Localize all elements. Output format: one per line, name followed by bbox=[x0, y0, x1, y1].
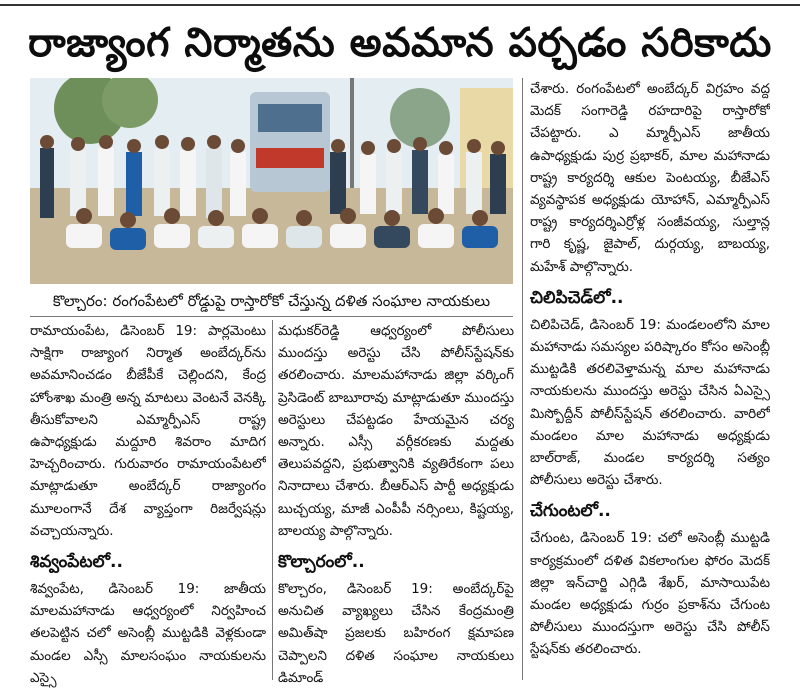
col2-subhead: కొల్చారంలో.. bbox=[278, 552, 365, 573]
photo-truck-bumper bbox=[256, 148, 324, 168]
photo-caption: కొల్చారం: రంగంపేటలో రోడ్డుపై రాస్తారోకో చేస్తున్న దళిత సంఘాల నాయకులు bbox=[52, 292, 491, 310]
column-divider-2 bbox=[522, 78, 523, 680]
photo-truck-windshield bbox=[258, 104, 322, 132]
col3-subhead-2: చేగుంటలో.. bbox=[530, 501, 611, 522]
col1-subhead: శివ్వంపేటలో.. bbox=[30, 552, 123, 573]
col3-subhead-1: చిలిపిచెడ్‌లో.. bbox=[530, 287, 624, 308]
col1-intro-paragraph: రామాయంపేట, డిసెంబర్ 19: పార్లమెంటు సాక్షిగా రాజ్యాంగ నిర్మాత అంబేద్కర్‌ను అవమానించడం బీజేపీకే చెల్లిందని, కేంద్ర హోంశాఖ మంత్రి అన్న మాటలు వెంటనే వెనక్కి తీసుకోవాలని ఎమ్మార్పీఎస్ రాష్ట్ర ఉపాధ్యక్షుడు మద్దూరి శివరాం మాదిగ హెచ్చరించారు. గురువారం రామాయంపేటలో మాట్లాడుతూ అంబేద్కర్ రాజ్యాంగం మూలంగానే దేశ వ్యాప్తంగా రిజర్వేషన్లు వచ్చాయన్నారు. bbox=[30, 323, 266, 539]
top-rule bbox=[0, 4, 800, 6]
article-column-1 bbox=[30, 320, 266, 691]
column-divider-1 bbox=[272, 320, 273, 680]
article-column-3 bbox=[530, 78, 770, 691]
article-column-2 bbox=[278, 320, 514, 691]
col1-body-paragraph: శివ్వంపేట, డిసెంబర్ 19: జాతీయ మాలమహానాడు ఆధ్వర్యంలో నిర్వహించ తలపెట్టిన చలో అసెంబ్లీ ముట్టడికి వెళ్లకుండా మండల ఎస్సీ మాలసంఘం నాయకులను ఎస్సై bbox=[30, 581, 266, 686]
protest-photo-illustration bbox=[30, 78, 513, 284]
headline: రాజ్యాంగ నిర్మాతను అవమాన పర్చడం సరికాదు bbox=[28, 20, 772, 66]
news-photo bbox=[30, 78, 513, 284]
photo-pole bbox=[350, 78, 354, 188]
col3-body-paragraph-2: చేగుంట, డిసెంబర్ 19: చలో అసెంబ్లీ ముట్టడి కార్యక్రమంలో దళిత వికలాంగుల ఫోరం మెదక్ జిల్లా ఇన్‌చార్జి ఎగ్గిడి శేఖర్, మాసాయిపేట మండల అధ్యక్షుడు గుర్రం ప్రకాశ్‌ను చేగుంట పోలీసులు ముందస్తుగా అరెస్టు చేసి పోలీస్ స్టేషన్‌కు తరలించారు. bbox=[530, 530, 770, 658]
col3-intro-paragraph: చేశారు. రంగంపేటలో అంబేద్కర్ విగ్రహం వద్ద మెదక్ సంగారెడ్డి రహదారిపై రాస్తారోకో చేపట్టారు. ఎ మ్మార్పీఎస్ జాతీయ ఉపాధ్యక్షుడు పుర్ర ప్రభాకర్, మాల మహానాడు రాష్ట్ర కార్యదర్శి ఆకుల పెంటయ్య, బీజేఎస్ వ్యవస్థాపక అధ్యక్షుడు యోహాన్, ఎమ్మార్పీఎస్ రాష్ట్ర కార్యదర్శిఎర్రోళ్ల సంజీవయ్య, సుల్తాన్ల గారి కృష్ణ, జైపాల్, దుర్గయ్య, బాబయ్య, మహేశ్ పాల్గొన్నారు. bbox=[530, 81, 770, 275]
col2-body-paragraph: కొల్చారం, డిసెంబర్ 19: అంబేద్కర్‌పై అనుచిత వ్యాఖ్యలు చేసిన కేంద్రమంత్రి అమిత్‌షా ప్రజలకు బహిరంగ క్షమాపణ చెప్పాలని దళిత సంఘాల నాయకులు డిమాండ్ bbox=[278, 581, 514, 686]
caption-rule bbox=[30, 316, 513, 317]
col2-intro-paragraph: మధుకర్‌రెడ్డి ఆధ్వర్యంలో పోలీసులు ముందస్తు అరెస్టు చేసి పోలీస్‌స్టేషన్‌కు తరలించారు. మాలమహానాడు జిల్లా వర్కింగ్ ప్రెసిడెంట్ బాబూరావు మాట్లాడుతూ ముందస్తు అరెస్టులు చేపట్టడం హేయమైన చర్య అన్నారు. ఎస్సీ వర్గీకరణకు మద్దతు తెలుపవద్దని, ప్రభుత్వానికి వ్యతిరేకంగా పలు నినాదాలు చేశారు. బీఆర్ఎస్ పార్టీ అధ్యక్షుడు బుచ్చయ్య, మాజీ ఎంపీపీ నర్సింలు, కిష్టయ్య, బాలయ్య పాల్గొన్నారు. bbox=[278, 323, 514, 539]
col3-body-paragraph-1: చిలిపిచెడ్, డిసెంబర్ 19: మండలంలోని మాల మహానాడు సమస్యల పరిష్కారం కోసం అసెంబ్లీ ముట్టడికి తరలివెళ్తామన్న మాల మహానాడు నాయకులను ముందస్తు అరెస్టు చేసిన ఏఎస్సై మిస్బోద్దీన్ పోలీస్‌స్టేషన్ తరలించారు. వారిలో మండలం మాల మహానాడు అధ్యక్షుడు బాల్‌రాజ్, మండల కార్యదర్శి సత్యం పోలీసులు అరెస్టు చేశారు. bbox=[530, 316, 770, 489]
